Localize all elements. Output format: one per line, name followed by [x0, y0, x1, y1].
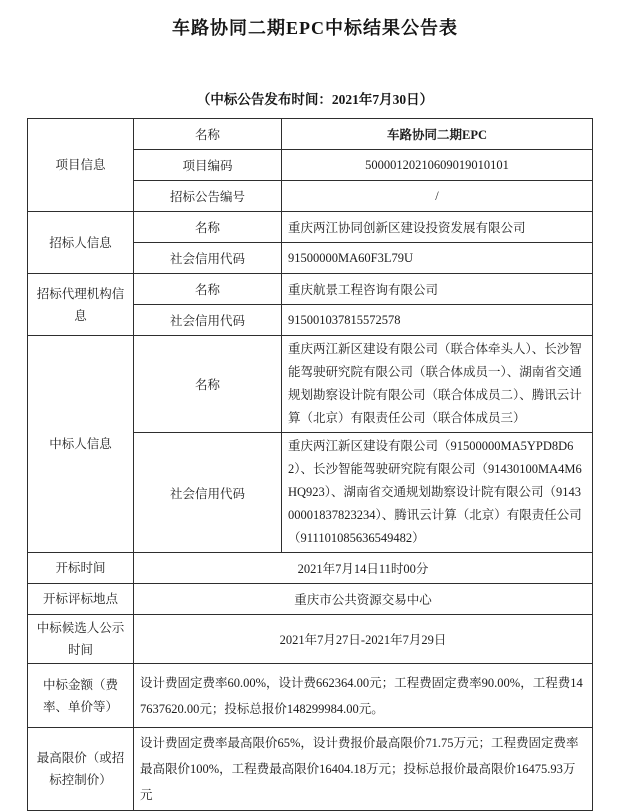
value-bid-opening-time: 2021年7月14日11时00分 — [134, 553, 593, 584]
value-tenderer-credit-code: 91500000MA60F3L79U — [282, 243, 593, 274]
table-row — [28, 728, 593, 811]
field-label-credit-code: 社会信用代码 — [134, 305, 282, 336]
table-row — [28, 553, 593, 584]
group-label-agency-info: 招标代理机构信息 — [28, 274, 134, 336]
value-notice-number: / — [282, 181, 593, 212]
table-row — [28, 119, 593, 150]
table-row — [28, 584, 593, 615]
row-label-candidate-publicity-period: 中标候选人公示时间 — [28, 615, 134, 664]
value-candidate-publicity-period: 2021年7月27日-2021年7月29日 — [134, 615, 593, 664]
value-project-name: 车路协同二期EPC — [282, 119, 593, 150]
row-label-price-ceiling: 最高限价（或招标控制价） — [28, 728, 134, 811]
field-label-name: 名称 — [134, 119, 282, 150]
field-label-name: 名称 — [134, 274, 282, 305]
value-winner-names: 重庆两江新区建设有限公司（联合体牵头人）、长沙智能驾驶研究院有限公司（联合体成员一）、湖南省交通规划勘察设计院有限公司（联合体成员二）、腾讯云计算（北京）有限责任公司（联合体成员三） — [282, 336, 593, 433]
value-winning-amount: 设计费固定费率60.00%，设计费662364.00元；工程费固定费率90.00%，工程费147637620.00元；投标总报价148299984.00元。 — [134, 664, 593, 728]
row-label-bid-opening-venue: 开标评标地点 — [28, 584, 134, 615]
field-label-credit-code: 社会信用代码 — [134, 243, 282, 274]
table-row — [28, 274, 593, 305]
row-label-bid-opening-time: 开标时间 — [28, 553, 134, 584]
value-tenderer-name: 重庆两江协同创新区建设投资发展有限公司 — [282, 212, 593, 243]
table-row — [28, 336, 593, 433]
table-row — [28, 212, 593, 243]
publish-time-subtitle: （中标公告发布时间：2021年7月30日） — [196, 92, 434, 107]
value-project-code: 50000120210609019010101 — [282, 150, 593, 181]
value-agency-credit-code: 915001037815572578 — [282, 305, 593, 336]
group-label-tenderer-info: 招标人信息 — [28, 212, 134, 274]
bid-result-table — [27, 118, 593, 811]
value-bid-opening-venue: 重庆市公共资源交易中心 — [134, 584, 593, 615]
group-label-project-info: 项目信息 — [28, 119, 134, 212]
value-winner-credit-codes: 重庆两江新区建设有限公司（91500000MA5YPD8D62）、长沙智能驾驶研究院有限公司（91430100MA4M6HQ923）、湖南省交通规划勘察设计院有限公司（914300001837823234）、腾讯云计算（北京）有限责任公司（911101085636549482） — [282, 433, 593, 553]
table-row — [28, 615, 593, 664]
value-agency-name: 重庆航景工程咨询有限公司 — [282, 274, 593, 305]
row-label-winning-amount: 中标金额（费率、单价等） — [28, 664, 134, 728]
field-label-credit-code: 社会信用代码 — [134, 433, 282, 553]
value-price-ceiling: 设计费固定费率最高限价65%，设计费报价最高限价71.75万元；工程费固定费率最高限价100%，工程费最高限价16404.18万元；投标总报价最高限价16475.93万元 — [134, 728, 593, 811]
table-row — [28, 664, 593, 728]
field-label-name: 名称 — [134, 212, 282, 243]
page-title: 车路协同二期EPC中标结果公告表 — [172, 18, 458, 38]
field-label-notice-number: 招标公告编号 — [134, 181, 282, 212]
field-label-name: 名称 — [134, 336, 282, 433]
group-label-winner-info: 中标人信息 — [28, 336, 134, 553]
field-label-project-code: 项目编码 — [134, 150, 282, 181]
